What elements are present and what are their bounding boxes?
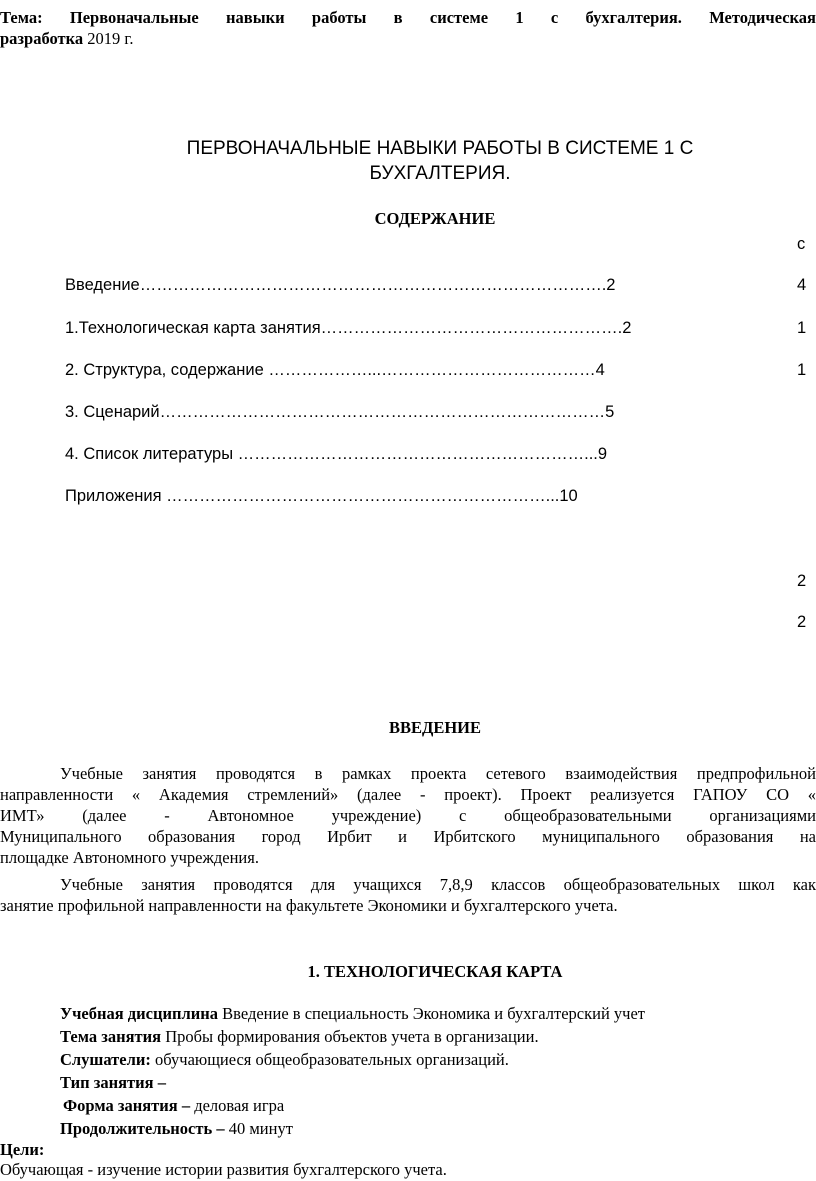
document-title-line-1: ПЕРВОНАЧАЛЬНЫЕ НАВЫКИ РАБОТЫ В СИСТЕМЕ 1 С [186, 138, 694, 159]
intro-paragraph-2 [0, 874, 816, 916]
lesson-type-row [60, 1073, 166, 1093]
listeners-label: Слушатели: [60, 1050, 151, 1069]
intro-p1-line-2: направленности « Академия стремлений» (далее - проект). Проект реализуется ГАПОУ СО « [0, 785, 816, 804]
intro-p1-line-4: Муниципального образования город Ирбит и Ирбитского муниципального образования на [0, 827, 816, 846]
duration-label: Продолжительность – [60, 1119, 225, 1138]
toc-item-appendices[interactable]: Приложения ……………………………………………………………...10 [65, 487, 578, 505]
toc-heading: СОДЕРЖАНИЕ [374, 209, 496, 228]
intro-p1-line-3: ИМТ» (далее - Автономное учреждение) с общеобразовательными организациями [0, 806, 816, 825]
topic-text: Тема: Первоначальные навыки работы в системе 1 с бухгалтерия. Методическая [0, 8, 816, 27]
intro-paragraph-1 [0, 763, 816, 868]
topic-line [0, 8, 816, 28]
lesson-type-label: Тип занятия – [60, 1073, 166, 1092]
toc-side-char-4: 1 [797, 361, 807, 379]
listeners-value: обучающиеся общеобразовательных организаций. [150, 1050, 509, 1069]
discipline-label: Учебная дисциплина [60, 1004, 219, 1023]
toc-item-intro[interactable]: Введение………………………………………………………………………….2 [65, 276, 616, 294]
document-title-line-2: БУХГАЛТЕРИЯ. [369, 162, 511, 184]
lesson-form-row [63, 1096, 284, 1116]
lesson-topic-label: Тема занятия [60, 1027, 162, 1046]
toc-side-char-6: 2 [797, 613, 807, 631]
goal-item-1: Обучающая - изучение истории развития бухгалтерского учета. [0, 1160, 447, 1179]
lesson-form-value: деловая игра [190, 1096, 285, 1115]
duration-value: 40 минут [224, 1119, 293, 1138]
intro-heading: ВВЕДЕНИЕ [388, 718, 482, 737]
lesson-form-label: Форма занятия – [63, 1096, 191, 1115]
toc-item-scenario[interactable]: 3. Сценарий………………………………………………………………………5 [65, 403, 615, 421]
toc-item-tech-card[interactable]: 1.Технологическая карта занятия……………………………………………….2 [65, 319, 632, 337]
topic-year: 2019 г. [87, 29, 134, 48]
discipline-value: Введение в специальность Экономика и бухгалтерский учет [218, 1004, 645, 1023]
goals-label: Цели: [0, 1140, 45, 1159]
intro-p2-line-1: Учебные занятия проводятся для учащихся 7,8,9 классов общеобразовательных школ как [60, 875, 816, 894]
toc-side-char-1: с [797, 235, 806, 253]
topic-text-2: разработка [0, 29, 84, 48]
lesson-topic-row [60, 1027, 539, 1047]
tech-card-heading: 1. ТЕХНОЛОГИЧЕСКАЯ КАРТА [307, 962, 563, 981]
lesson-topic-value: Пробы формирования объектов учета в организации. [161, 1027, 539, 1046]
intro-p2-line-2: занятие профильной направленности на факультете Экономики и бухгалтерского учета. [0, 896, 618, 915]
duration-row [60, 1119, 293, 1139]
topic-line-2 [0, 29, 133, 49]
listeners-row [60, 1050, 509, 1070]
toc-item-literature[interactable]: 4. Список литературы ………………………………………………………...9 [65, 445, 608, 463]
toc-side-char-3: 1 [797, 319, 807, 337]
intro-p1-line-5: площадке Автономного учреждения. [0, 848, 259, 867]
toc-item-structure[interactable]: 2. Структура, содержание ………………...…………………………………4 [65, 361, 605, 379]
discipline-row [60, 1004, 645, 1024]
document-title [0, 137, 816, 186]
toc-side-char-5: 2 [797, 572, 807, 590]
intro-p1-line-1: Учебные занятия проводятся в рамках проекта сетевого взаимодействия предпрофильной [60, 764, 816, 783]
toc-side-char-2: 4 [797, 276, 807, 294]
